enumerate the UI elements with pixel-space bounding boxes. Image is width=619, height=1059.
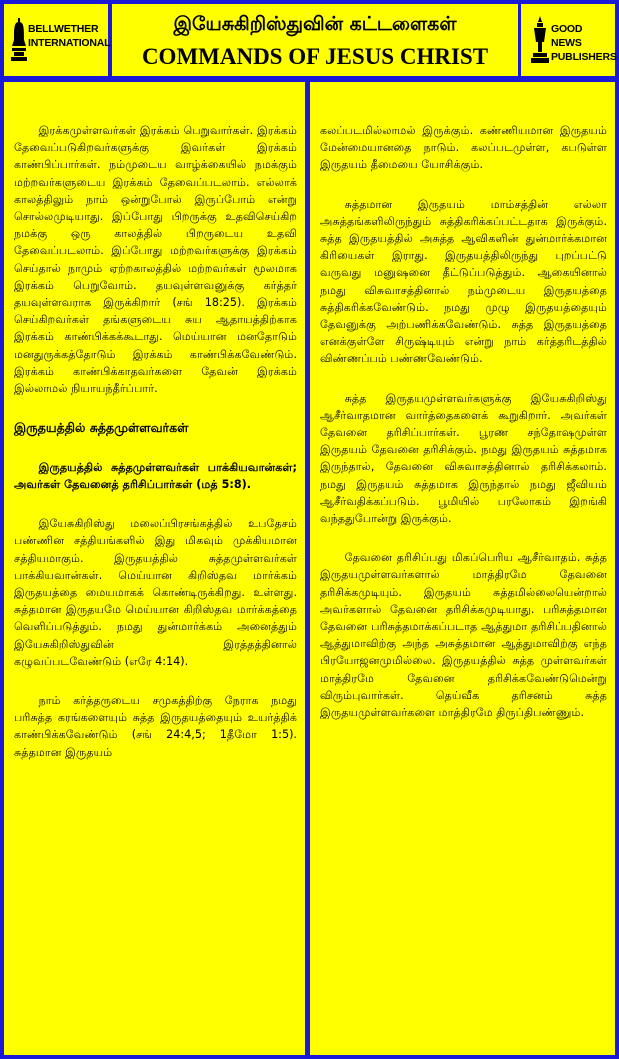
bellwether-logo-text: BELLWETHER INTERNATIONAL — [28, 23, 111, 49]
right-paragraph-2: சுத்தமான இருதயம் மாம்சத்தின் எல்லா அசுத்தங்களிலிருந்தும் சுத்திகரிக்கப்பட்டதாக இருக்கும். சுத்த இருதயத்தில் அசுத்த ஆவிகளின் துன்மார்க்கமான கிரியைகள் இராது. இருதயத்திலிருந்து புறப்பட்டு வருவது மனுஷனை தீட்டுப்படுத்தும். ஆகையினால் நமது விசுவாசத்தினால் நம்முடைய இருதயத்தை சுத்திகரிக்கவேண்டும். நமது முழு இருதயத்தையும் தேவனுக்கு அற்பணிக்கவேண்டும். சுத்த இருதயத்தை எனக்குள்ளே சிருஷ்டியும் என்று நாம் கர்த்தரிடத்தில் விண்ணப்பம் பண்ணவேண்டும். — [320, 197, 607, 366]
right-paragraph-3: சுத்த இருதயமுள்ளவர்களுக்கு இயேசுகிறிஸ்து ஆசீர்வாதமான வார்த்தைகளைக் கூறுகிறார். அவர்கள் தேவனை தரிசிப்பார்கள். பூரண சந்தோஷமுள்ள இருதயம் தேவனை தரிசிக்கும். நமது இருதயம் சுத்தமாக இருந்தால், தேவனை விசுவாசத்தினால் தரிசிக்கலாம். நமது இருதயம் சுத்தமாக இருந்தால் நமது ஜீவியம் ஆசீர்வதிக்கப்படும். பூமியில் பரலோகம் இறங்கி வந்ததுபோன்று இருக்கும். — [320, 391, 607, 526]
bellwether-logo — [4, 4, 111, 76]
right-column — [310, 82, 615, 1055]
right-paragraph-4: தேவனை தரிசிப்பது மிகப்பெரிய ஆசீர்வாதம். சுத்த இருதயமுள்ளவர்களால் மாத்திரமே தேவனை தரிசிக்கமுடியும். இருதயம் சுத்தமில்லையென்றால் அவர்களால் தேவனை தரிசிக்கமுடியாது. பரிசுத்தமான தேவனை பரிசுத்தமாக்கப்படாத ஆத்துமா தரிசிப்பதினால் ஆத்துமாவிற்கு அந்த அசுத்தமான ஆத்துமாவிற்கு எந்த பிரயோஜனமுமில்லை. இருதயத்தில் சுத்த முள்ளவர்கள் மாத்திரமே தேவனை தரிசிக்கவேண்டுமென்று விரும்புவார்கள். தெய்வீக தரிசனம் சுத்த இருதயமுள்ளவர்களை மாத்திரமே திருப்திபண்ணும். — [320, 551, 607, 720]
section-heading: இருதயத்தில் சுத்தமுள்ளவர்கள் — [14, 420, 189, 436]
bell-icon — [11, 18, 27, 62]
good-news-logo-text: GOOD NEWS PUBLISHERS — [551, 23, 617, 63]
left-paragraph-2: இயேசுகிறிஸ்து மலைப்பிரசங்கத்தில் உபதேசம் பண்ணின சத்தியங்களில் இது மிகவும் முக்கியமான சத்தியமாகும். இருதயத்தில் சுத்தமுள்ளவர்கள் பாக்கியவான்கள். மெய்யான கிறிஸ்தவ மார்க்கம் இருதயத்தை மையமாகக் கொண்டிருக்கிறது. உள்ளது. சுத்தமான இருதயமே மெய்யான கிறிஸ்தவ மார்க்கத்தை வெளிப்படுத்தும். நமது துன்மார்க்கம் அனைத்தும் இயேசுகிறிஸ்துவின் இரத்தத்தினால் கழுவப்படவேண்டும் (எரே 4:14). — [14, 517, 297, 668]
good-news-logo — [521, 4, 615, 76]
left-paragraph-1: இரக்கமுள்ளவர்கள் இரக்கம் பெறுவார்கள். இரக்கம் தேவைப்படுகிறவர்களுக்கு இவர்கள் இரக்கம் காண்பிப்பார்கள். நம்முடைய வாழ்க்கையில் நமக்கும் மற்றவர்களுடைய இரக்கம் தேவைப்படலாம். எல்லாக் காலத்திலும் நாம் ஒன்றுபோல் இருப்போம் என்று சொல்லமுடியாது. இப்போது பிறருக்கு உதவிசெய்கிற நமக்கு ஒரு காலத்தில் பிறருடைய உதவி தேவைப்படலாம். இப்போது மற்றவர்களுக்கு இரக்கம் செய்தால் நாமும் ஏற்றகாலத்தில் மற்றவர்கள் மூலமாக இரக்கம் பெறுவோம். தயவுள்ளவனுக்கு கர்த்தர் தயவுள்ளவராக இருக்கிறார் (சங் 18:25). இரக்கம் செய்கிறவர்கள் தங்களுடைய சுய ஆதாயத்திற்காக இரக்கம் காண்பிக்கக்கூடாது. மெய்யான மனதோடும் மனதுருக்கத்தோடும் இரக்கம் காண்பிக்கவேண்டும். இரக்கம் காண்பிக்காதவர்களை தேவன் இரக்கம் இல்லாமல் நியாயந்தீர்ப்பார். — [14, 124, 297, 396]
right-paragraph-1: கலப்படமில்லாமல் இருக்கும். கண்ணியமான இருதயம் மேன்மையானதை நாடும். கலப்படமுள்ள, கபடுள்ள இருதயம் தீமையை யோசிக்கும். — [320, 124, 607, 172]
left-paragraph-3: நாம் கர்த்தருடைய சமுகத்திற்கு நேராக நமது பரிசுத்த கரங்களையும் சுத்த இருதயத்தையும் உயர்த்திக் காண்பிக்கவேண்டும் (சங் 24:4,5; 1தீமோ 1:5). சுத்தமான இருதயம் — [14, 694, 297, 759]
page-title — [112, 4, 518, 76]
title-tamil: இயேசுகிறிஸ்துவின் கட்டளைகள் — [173, 13, 457, 35]
left-column — [4, 82, 305, 1055]
lamp-icon — [531, 16, 549, 64]
title-english: COMMANDS OF JESUS CHRIST — [141, 44, 489, 69]
bible-verse: இருதயத்தில் சுத்தமுள்ளவர்கள் பாக்கியவான்கள்; அவர்கள் தேவனைத் தரிசிப்பார்கள் (மத் 5:8). — [14, 461, 297, 491]
